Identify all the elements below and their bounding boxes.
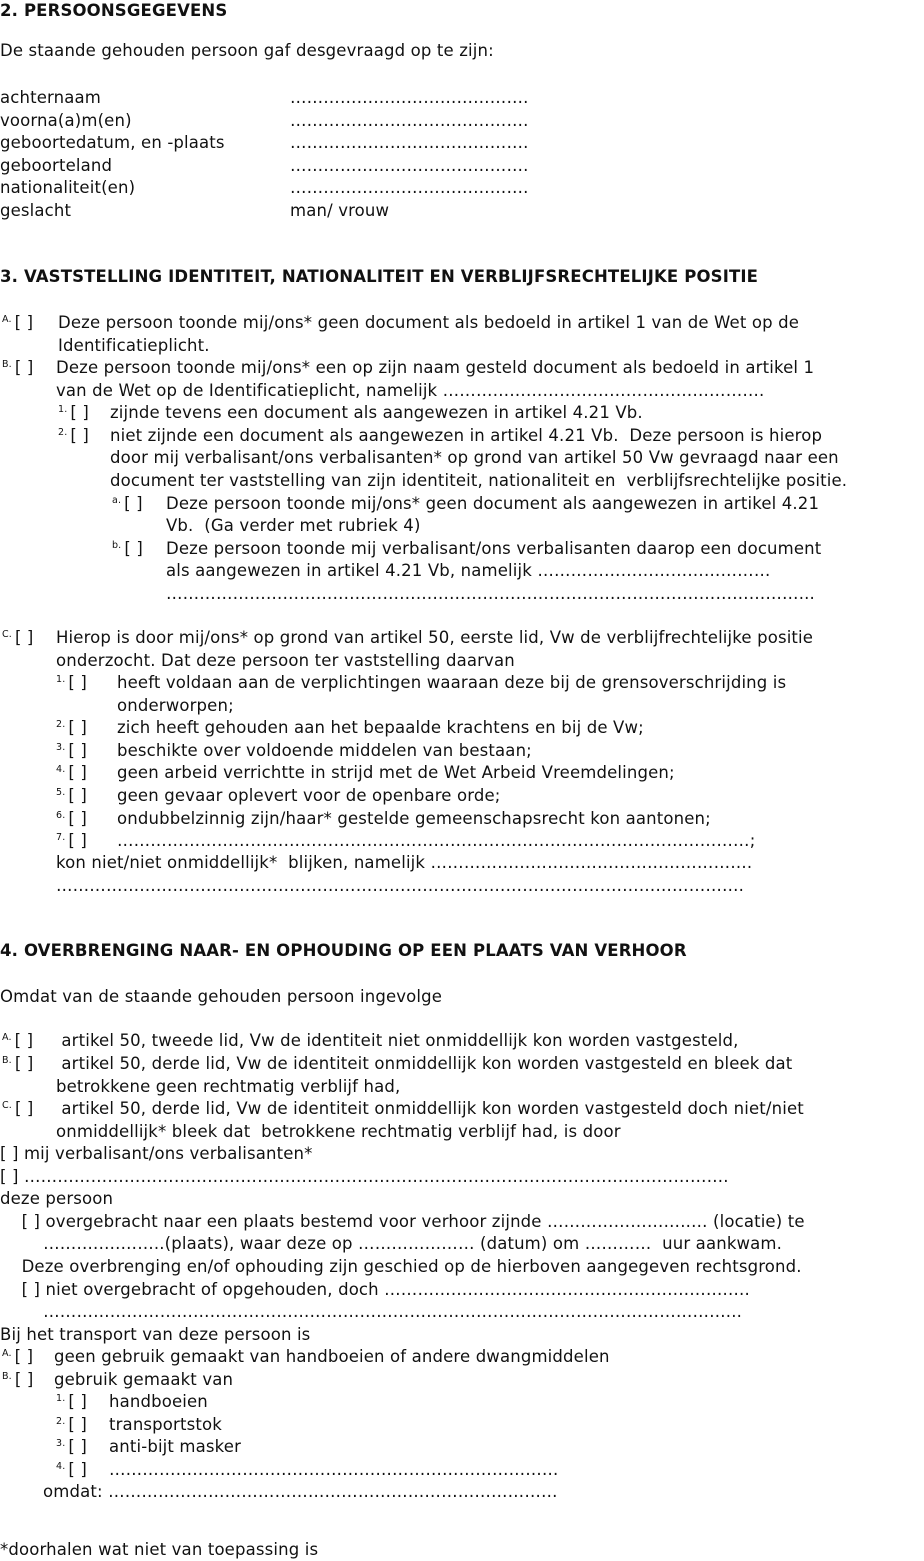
checkbox[interactable]: [ ] bbox=[14, 1099, 34, 1118]
item-3C-tail-2: ……………………………………………………………………………………………………………. bbox=[56, 876, 745, 895]
item-3A-line-1: Deze persoon toonde mij/ons* geen document als bedoeld in artikel 1 van de Wet op de bbox=[58, 313, 800, 332]
item-3C2-marker: $^{2.}$ [ ] bbox=[56, 718, 87, 738]
section-4-intro: Omdat van de staande gehouden persoon ingevolge bbox=[0, 987, 443, 1006]
checkbox[interactable]: [ ] bbox=[68, 740, 87, 760]
item-4TB2-marker: $^{2.}$ [ ] bbox=[56, 1414, 87, 1434]
section-4-line-8: ……………………………………………………………………………………………………………... bbox=[0, 1302, 742, 1321]
item-4A-marker: $^{A.}$ [ ] bbox=[2, 1031, 34, 1050]
item-3C2-line-1: zich heeft gehouden aan het bepaalde krachtens en bij de Vw; bbox=[117, 718, 644, 738]
item-3C-marker: $^{C.}$ [ ] bbox=[2, 628, 34, 647]
checkbox[interactable]: [ ] bbox=[70, 403, 89, 422]
item-4TB3-marker: $^{3.}$ [ ] bbox=[56, 1437, 87, 1457]
item-4TB-marker: $^{B.}$ [ ] bbox=[2, 1369, 34, 1389]
item-4C-line-2: onmiddellijk* bleek dat betrokkene rechtmatig verblijf had, is door bbox=[56, 1121, 621, 1141]
footnote: *doorhalen wat niet van toepassing is bbox=[0, 1540, 319, 1559]
field-value: ……………………………………. bbox=[290, 178, 529, 198]
item-3C3-marker: $^{3.}$ [ ] bbox=[56, 740, 87, 760]
item-3C4-line-1: geen arbeid verrichtte in strijd met de Wet Arbeid Vreemdelingen; bbox=[117, 763, 675, 783]
item-3B1-line-1: zijnde tevens een document als aangewezen in artikel 4.21 Vb. bbox=[110, 403, 643, 422]
item-3B2b-line-3: ……………………………………………………………………………………………………... bbox=[166, 583, 815, 603]
checkbox[interactable]: [ ] bbox=[14, 628, 34, 647]
item-3C-line-2: onderzocht. Dat deze persoon ter vaststelling daarvan bbox=[56, 650, 515, 670]
item-3B2b-line-1: Deze persoon toonde mij verbalisant/ons verbalisanten daarop een document bbox=[166, 538, 822, 558]
item-3C7-marker: $^{7.}$ [ ] bbox=[56, 831, 87, 851]
item-3B2b-line-2: als aangewezen in artikel 4.21 Vb, namelijk …………………………………… bbox=[166, 561, 771, 581]
item-3C5-marker: $^{5.}$ [ ] bbox=[56, 786, 87, 805]
field-value: man/ vrouw bbox=[290, 201, 390, 220]
section-4-line-3: deze persoon bbox=[0, 1189, 114, 1208]
checkbox[interactable]: [ ] bbox=[124, 493, 143, 513]
field-value: ……………………………………. bbox=[290, 110, 529, 130]
item-3B2-line-3: document ter vaststelling van zijn identiteit, nationaliteit en verblijfsrechtelijke positie. bbox=[110, 470, 848, 490]
item-4TA-line-1: geen gebruik gemaakt van handboeien of andere dwangmiddelen bbox=[54, 1347, 610, 1366]
item-3C1-marker: $^{1.}$ [ ] bbox=[56, 673, 87, 692]
section-4-line-6: Deze overbrenging en/of ophouding zijn geschied op de hierboven aangegeven rechtsgrond. bbox=[0, 1257, 802, 1276]
item-4TB-line-1: gebruik gemaakt van bbox=[54, 1369, 234, 1389]
item-4TB4-marker: $^{4.}$ [ ] bbox=[56, 1459, 87, 1479]
field-label: geslacht bbox=[0, 201, 72, 220]
section-2-heading: 2. PERSOONSGEGEVENS bbox=[0, 1, 228, 20]
item-4A-line-1: artikel 50, tweede lid, Vw de identiteit niet onmiddellijk kon worden vastgesteld, bbox=[56, 1031, 739, 1050]
item-3B2b-marker: $^{b.}$ [ ] bbox=[112, 538, 143, 558]
item-3C6-marker: $^{6.}$ [ ] bbox=[56, 808, 87, 828]
field-value: ……………………………………. bbox=[290, 155, 529, 175]
item-3C3-line-1: beschikte over voldoende middelen van bestaan; bbox=[117, 740, 532, 760]
checkbox[interactable]: [ ] bbox=[70, 425, 89, 445]
item-3B-line-1: Deze persoon toonde mij/ons* een op zijn naam gesteld document als bedoeld in artikel 1 bbox=[56, 358, 815, 377]
section-4-line-7: [ ] niet overgebracht of opgehouden, doch …………………………………………….………..… bbox=[0, 1279, 750, 1299]
item-3B2a-line-2: Vb. (Ga verder met rubriek 4) bbox=[166, 516, 421, 536]
omdat-line: omdat: ……………………………………………………………………… bbox=[43, 1482, 558, 1501]
item-4B-line-1: artikel 50, derde lid, Vw de identiteit onmiddellijk kon worden vastgesteld en bleek dat bbox=[56, 1054, 793, 1073]
field-label: achternaam bbox=[0, 88, 102, 107]
checkbox[interactable]: [ ] bbox=[68, 1414, 87, 1434]
section-4-line-1: [ ] mij verbalisant/ons verbalisanten* bbox=[0, 1144, 313, 1163]
checkbox[interactable]: [ ] bbox=[14, 1347, 34, 1366]
item-4C-marker: $^{C.}$ [ ] bbox=[2, 1099, 34, 1118]
section-4-line-4: [ ] overgebracht naar een plaats bestemd voor verhoor zijnde ……………………..… (locatie) te bbox=[0, 1211, 805, 1231]
section-3-heading: 3. VASTSTELLING IDENTITEIT, NATIONALITEIT EN VERBLIJFSRECHTELIJKE POSITIE bbox=[0, 267, 759, 286]
item-3C1-line-2: onderworpen; bbox=[117, 695, 234, 715]
item-4TA-marker: $^{A.}$ [ ] bbox=[2, 1347, 34, 1366]
item-4B-line-2: betrokkene geen rechtmatig verblijf had, bbox=[56, 1076, 401, 1096]
checkbox[interactable]: [ ] bbox=[14, 1054, 34, 1073]
checkbox[interactable]: [ ] bbox=[14, 358, 34, 377]
checkbox[interactable]: [ ] bbox=[68, 831, 87, 851]
section-4-line-5: …….…….……..(plaats), waar deze op ………………… (datum) om ………… uur aankwam. bbox=[0, 1234, 783, 1253]
field-label: geboorteland bbox=[0, 155, 113, 175]
checkbox[interactable]: [ ] bbox=[68, 786, 87, 805]
section-2-intro: De staande gehouden persoon gaf desgevraagd op te zijn: bbox=[0, 41, 494, 60]
item-3B2-line-2: door mij verbalisant/ons verbalisanten* op grond van artikel 50 Vw gevraagd naar een bbox=[110, 448, 839, 468]
checkbox[interactable]: [ ] bbox=[14, 1369, 34, 1389]
checkbox[interactable]: [ ] bbox=[68, 763, 87, 783]
item-4TB1-marker: $^{1.}$ [ ] bbox=[56, 1392, 87, 1411]
checkbox[interactable]: [ ] bbox=[124, 538, 143, 558]
checkbox[interactable]: [ ] bbox=[14, 313, 34, 332]
field-value: ……………………………………. bbox=[290, 88, 529, 107]
item-3B-line-2: van de Wet op de Identificatieplicht, namelijk …………………………………………………. bbox=[56, 380, 765, 400]
item-4TB2-line-1: transportstok bbox=[109, 1414, 222, 1434]
item-3C-tail-1: kon niet/niet onmiddellijk* blijken, namelijk …………………………………………………. bbox=[56, 853, 753, 872]
checkbox[interactable]: [ ] bbox=[68, 1437, 87, 1457]
field-label: geboortedatum, en -plaats bbox=[0, 133, 225, 153]
item-3A-marker: $^{A.}$ [ ] bbox=[2, 313, 34, 332]
checkbox[interactable]: [ ] bbox=[68, 808, 87, 828]
item-4TB4-line-1: ……………………………………………………………………… bbox=[109, 1459, 559, 1479]
section-4-line-2: [ ] ………………………………………………………………………………………………………………. bbox=[0, 1166, 729, 1186]
field-label: voorna(a)m(en) bbox=[0, 110, 132, 130]
item-3B1-marker: $^{1.}$ [ ] bbox=[58, 403, 89, 422]
item-3C7-line-1: ……………………………………………………………………………………………………; bbox=[117, 831, 756, 851]
item-3C-line-1: Hierop is door mij/ons* op grond van artikel 50, eerste lid, Vw de verblijfrechtelijke positie bbox=[56, 628, 814, 647]
checkbox[interactable]: [ ] bbox=[68, 718, 87, 738]
item-3B2a-line-1: Deze persoon toonde mij/ons* geen document als aangewezen in artikel 4.21 bbox=[166, 493, 820, 513]
item-3B2-line-1: niet zijnde een document als aangewezen in artikel 4.21 Vb. Deze persoon is hierop bbox=[110, 425, 823, 445]
checkbox[interactable]: [ ] bbox=[14, 1031, 34, 1050]
item-4B-marker: $^{B.}$ [ ] bbox=[2, 1054, 34, 1073]
checkbox[interactable]: [ ] bbox=[68, 1392, 87, 1411]
checkbox[interactable]: [ ] bbox=[68, 673, 87, 692]
item-3B-marker: $^{B.}$ [ ] bbox=[2, 358, 34, 377]
item-4C-line-1: artikel 50, derde lid, Vw de identiteit onmiddellijk kon worden vastgesteld doch niet/niet bbox=[56, 1099, 804, 1118]
field-label: nationaliteit(en) bbox=[0, 178, 136, 198]
item-3C4-marker: $^{4.}$ [ ] bbox=[56, 763, 87, 783]
item-3A-line-2: Identificatieplicht. bbox=[58, 335, 210, 355]
section-4-heading: 4. OVERBRENGING NAAR- EN OPHOUDING OP EEN PLAATS VAN VERHOOR bbox=[0, 941, 687, 960]
checkbox[interactable]: [ ] bbox=[68, 1459, 87, 1479]
item-3C6-line-1: ondubbelzinnig zijn/haar* gestelde gemeenschapsrecht kon aantonen; bbox=[117, 808, 711, 828]
field-value: ……………………………………. bbox=[290, 133, 529, 153]
item-3B2a-marker: $^{a.}$ [ ] bbox=[112, 493, 143, 513]
item-3C5-line-1: geen gevaar oplevert voor de openbare orde; bbox=[117, 786, 501, 805]
item-3B2-marker: $^{2.}$ [ ] bbox=[58, 425, 89, 445]
item-4TB3-line-1: anti-bijt masker bbox=[109, 1437, 242, 1457]
item-3C1-line-1: heeft voldaan aan de verplichtingen waaraan deze bij de grensoverschrijding is bbox=[117, 673, 787, 692]
item-4TB1-line-1: handboeien bbox=[109, 1392, 208, 1411]
section-4-line-9: Bij het transport van deze persoon is bbox=[0, 1324, 311, 1344]
